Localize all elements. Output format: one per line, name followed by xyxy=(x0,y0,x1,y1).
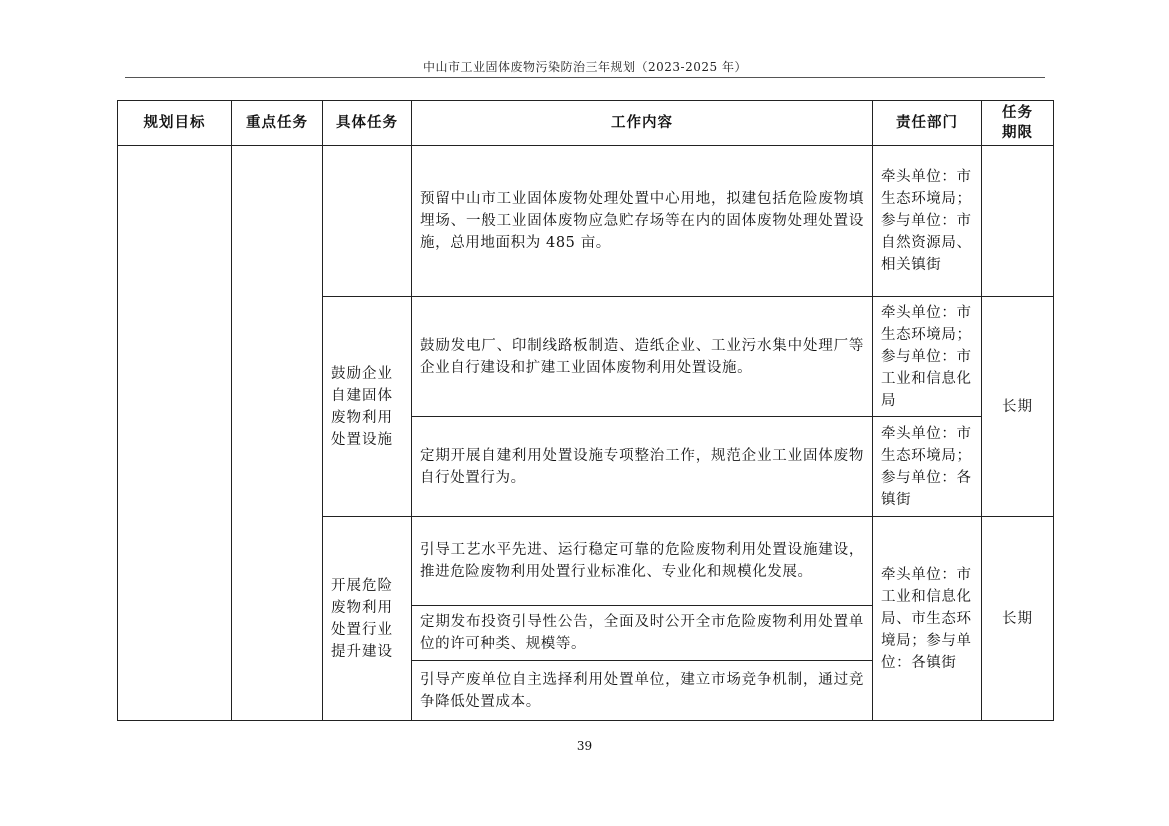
plan-table xyxy=(117,100,1054,721)
column-header: 具体任务 xyxy=(323,101,412,146)
work-content-cell: 鼓励发电厂、印制线路板制造、造纸企业、工业污水集中处理厂等企业自行建设和扩建工业固体废物利用处置设施。 xyxy=(412,297,873,417)
key-task-cell xyxy=(232,146,323,721)
page-header-title: 中山市工业固体废物污染防治三年规划（2023-2025 年） xyxy=(423,60,747,74)
column-header: 重点任务 xyxy=(232,101,323,146)
page-number: 39 xyxy=(576,739,593,753)
responsible-department-cell: 牵头单位：市生态环境局；参与单位：各镇街 xyxy=(873,417,982,517)
table-row xyxy=(118,146,1054,297)
column-header: 任务期限 xyxy=(982,101,1054,146)
column-header: 工作内容 xyxy=(412,101,873,146)
responsible-department-cell: 牵头单位：市生态环境局；参与单位：市工业和信息化局 xyxy=(873,297,982,417)
specific-task-cell: 鼓励企业自建固体废物利用处置设施 xyxy=(323,297,412,517)
task-period-cell: 长期 xyxy=(982,517,1054,721)
column-header: 责任部门 xyxy=(873,101,982,146)
work-content-cell: 引导产废单位自主选择利用处置单位，建立市场竞争机制，通过竞争降低处置成本。 xyxy=(412,661,873,721)
work-content-cell: 定期发布投资引导性公告，全面及时公开全市危险废物利用处置单位的许可种类、规模等。 xyxy=(412,606,873,661)
work-content-cell: 预留中山市工业固体废物处理处置中心用地，拟建包括危险废物填埋场、一般工业固体废物应急贮存场等在内的固体废物处理处置设施，总用地面积为 485 亩。 xyxy=(412,146,873,297)
work-content-cell: 定期开展自建利用处置设施专项整治工作，规范企业工业固体废物自行处置行为。 xyxy=(412,417,873,517)
task-period-cell xyxy=(982,146,1054,297)
work-content-cell: 引导工艺水平先进、运行稳定可靠的危险废物利用处置设施建设，推进危险废物利用处置行业标准化、专业化和规模化发展。 xyxy=(412,517,873,606)
table-header-row xyxy=(118,101,1054,146)
specific-task-cell: 开展危险废物利用处置行业提升建设 xyxy=(323,517,412,721)
responsible-department-cell: 牵头单位：市工业和信息化局、市生态环境局；参与单位：各镇街 xyxy=(873,517,982,721)
column-header: 规划目标 xyxy=(118,101,232,146)
responsible-department-cell: 牵头单位：市生态环境局；参与单位：市自然资源局、相关镇街 xyxy=(873,146,982,297)
task-period-cell: 长期 xyxy=(982,297,1054,517)
planning-goal-cell xyxy=(118,146,232,721)
specific-task-cell xyxy=(323,146,412,297)
header-rule xyxy=(125,77,1045,78)
